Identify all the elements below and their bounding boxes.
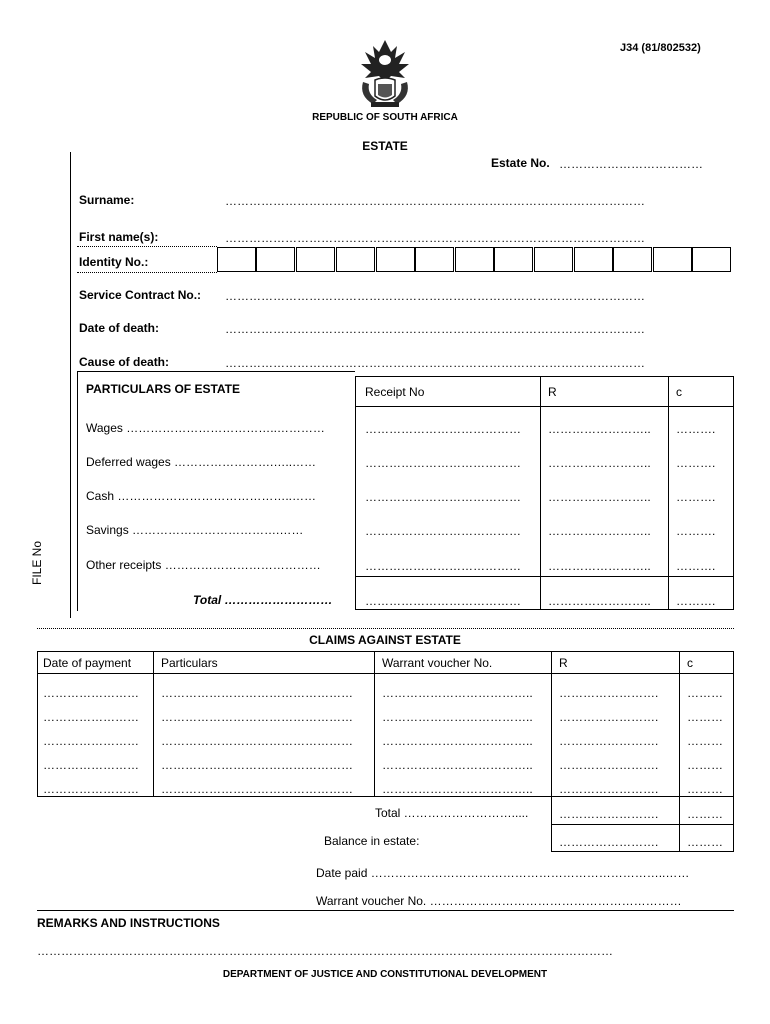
- other-receipts-rand[interactable]: ……………………..: [548, 559, 651, 573]
- deferred-wages-rand[interactable]: ……………………..: [548, 456, 651, 470]
- deferred-wages-cents[interactable]: ……….: [676, 456, 716, 470]
- wages-rand[interactable]: ……………………..: [548, 422, 651, 436]
- claims-header-rule: [37, 673, 734, 674]
- remarks-heading: REMARKS AND INSTRUCTIONS: [37, 916, 220, 930]
- cash-label: Cash ……………………………………..……: [86, 489, 317, 503]
- surname-label: Surname:: [79, 193, 135, 207]
- date-of-death-field[interactable]: ……………………………………………………………………………………………: [225, 322, 645, 336]
- id-digit-box[interactable]: [574, 247, 613, 272]
- claims-heading: CLAIMS AGAINST ESTATE: [309, 633, 461, 647]
- id-digit-box[interactable]: [613, 247, 652, 272]
- left-margin-rule: [70, 152, 71, 618]
- total-cents[interactable]: ……….: [676, 594, 716, 608]
- other-receipts-cents[interactable]: ……….: [676, 559, 716, 573]
- col-warrant-voucher: Warrant voucher No.: [382, 656, 493, 670]
- wages-cents[interactable]: ……….: [676, 422, 716, 436]
- identity-label: Identity No.:: [79, 255, 149, 269]
- claims-col-divider: [374, 651, 375, 797]
- wages-label: Wages ………………………………..…………: [86, 421, 325, 435]
- cash-rand[interactable]: ……………………..: [548, 490, 651, 504]
- col-particulars: Particulars: [161, 656, 218, 670]
- balance-label: Balance in estate:: [324, 834, 420, 848]
- identity-row-top-border: [77, 246, 217, 247]
- balance-cents[interactable]: ………: [687, 835, 723, 849]
- other-receipts-label: Other receipts …………………………………: [86, 558, 321, 572]
- file-no-label: FILE No: [30, 540, 44, 585]
- col-c: c: [676, 385, 682, 399]
- id-digit-box[interactable]: [494, 247, 533, 272]
- id-digit-box[interactable]: [376, 247, 415, 272]
- claim-voucher[interactable]: ………………………………..: [382, 734, 533, 748]
- estate-no-field[interactable]: ………………………………: [559, 157, 703, 171]
- identity-row-bottom-border: [77, 272, 217, 273]
- claim-particulars[interactable]: …………………………………………: [161, 782, 353, 796]
- cash-receipt[interactable]: …………………………………: [365, 490, 521, 504]
- claims-total-rand[interactable]: …………………….: [559, 807, 659, 821]
- claims-col-divider: [551, 651, 552, 851]
- receipt-header-rule: [355, 406, 734, 407]
- particulars-total-label: Total ………………………: [193, 593, 333, 607]
- col-claims-r: R: [559, 656, 568, 670]
- balance-top-rule: [551, 824, 734, 825]
- cause-of-death-field[interactable]: ……………………………………………………………………………………………: [225, 356, 645, 370]
- claim-voucher[interactable]: ………………………………..: [382, 686, 533, 700]
- claims-col-divider: [679, 651, 680, 851]
- claim-rand[interactable]: …………………….: [559, 710, 659, 724]
- claim-voucher[interactable]: ………………………………..: [382, 710, 533, 724]
- estate-no-label: Estate No.: [491, 156, 550, 170]
- cause-of-death-label: Cause of death:: [79, 355, 170, 369]
- first-names-field[interactable]: ……………………………………………………………………………………………: [225, 231, 645, 245]
- col-date-of-payment: Date of payment: [43, 656, 132, 670]
- id-digit-box[interactable]: [455, 247, 494, 272]
- particulars-top-rule: [77, 371, 355, 372]
- claim-voucher[interactable]: ………………………………..: [382, 782, 533, 796]
- first-names-label: First name(s):: [79, 230, 159, 244]
- claim-rand[interactable]: …………………….: [559, 686, 659, 700]
- service-contract-field[interactable]: ……………………………………………………………………………………………: [225, 289, 645, 303]
- total-rand[interactable]: ……………………..: [548, 594, 651, 608]
- col-claims-c: c: [687, 656, 693, 670]
- id-digit-box[interactable]: [256, 247, 295, 272]
- claim-date[interactable]: ……………………: [43, 758, 139, 772]
- claim-date[interactable]: ……………………: [43, 782, 139, 796]
- claim-cents[interactable]: ………: [687, 686, 723, 700]
- date-of-death-label: Date of death:: [79, 321, 160, 335]
- balance-rand[interactable]: …………………….: [559, 835, 659, 849]
- claim-rand[interactable]: …………………….: [559, 782, 659, 796]
- claim-rand[interactable]: …………………….: [559, 734, 659, 748]
- claim-particulars[interactable]: …………………………………………: [161, 710, 353, 724]
- claims-total-cents[interactable]: ………: [687, 807, 723, 821]
- service-contract-label: Service Contract No.:: [79, 288, 202, 302]
- claim-date[interactable]: ……………………: [43, 734, 139, 748]
- claim-cents[interactable]: ………: [687, 710, 723, 724]
- claim-cents[interactable]: ………: [687, 734, 723, 748]
- id-digit-box[interactable]: [415, 247, 454, 272]
- form-code: J34 (81/802532): [620, 42, 701, 54]
- claim-cents[interactable]: ………: [687, 782, 723, 796]
- warrant-voucher-field[interactable]: Warrant voucher No. ………………………………………………………: [316, 894, 682, 908]
- surname-field[interactable]: ……………………………………………………………………………………………: [225, 194, 645, 208]
- savings-receipt[interactable]: …………………………………: [365, 524, 521, 538]
- deferred-wages-label: Deferred wages …………………….…..……: [86, 455, 317, 469]
- claim-particulars[interactable]: …………………………………………: [161, 686, 353, 700]
- claim-date[interactable]: ……………………: [43, 686, 139, 700]
- receipt-col-divider: [668, 376, 669, 610]
- id-digit-box[interactable]: [336, 247, 375, 272]
- remarks-top-rule: [37, 910, 734, 911]
- section-separator: [37, 628, 734, 629]
- claims-total-label: Total ……………………….....: [375, 806, 529, 820]
- claims-col-divider: [153, 651, 154, 797]
- balance-bottom-rule: [551, 851, 734, 852]
- coat-of-arms-emblem: [355, 38, 415, 110]
- id-digit-box[interactable]: [534, 247, 573, 272]
- deferred-wages-receipt[interactable]: …………………………………: [365, 456, 521, 470]
- date-paid-field[interactable]: Date paid ………………………………………………………………..……: [316, 866, 690, 880]
- cash-cents[interactable]: ……….: [676, 490, 716, 504]
- particulars-left-rule: [77, 371, 78, 611]
- id-digit-box[interactable]: [217, 247, 256, 272]
- id-digit-box[interactable]: [653, 247, 692, 272]
- wages-receipt[interactable]: …………………………………: [365, 422, 521, 436]
- id-digit-box[interactable]: [692, 247, 731, 272]
- claim-particulars[interactable]: …………………………………………: [161, 758, 353, 772]
- receipt-col-divider: [540, 376, 541, 610]
- page-title: ESTATE: [362, 139, 408, 153]
- claims-right-border: [733, 651, 734, 851]
- savings-label: Savings ……………………………….……: [86, 523, 304, 537]
- total-receipt[interactable]: …………………………………: [365, 594, 521, 608]
- claim-cents[interactable]: ………: [687, 758, 723, 772]
- claim-rand[interactable]: …………………….: [559, 758, 659, 772]
- total-rule: [355, 576, 734, 577]
- claim-particulars[interactable]: …………………………………………: [161, 734, 353, 748]
- col-r: R: [548, 385, 557, 399]
- other-receipts-receipt[interactable]: …………………………………: [365, 559, 521, 573]
- id-digit-box[interactable]: [296, 247, 335, 272]
- savings-cents[interactable]: ……….: [676, 524, 716, 538]
- claim-date[interactable]: ……………………: [43, 710, 139, 724]
- col-receipt-no: Receipt No: [365, 385, 425, 399]
- remarks-field[interactable]: ………………………………………………………………………………………………………………………………: [37, 944, 613, 958]
- footer-department: DEPARTMENT OF JUSTICE AND CONSTITUTIONAL DEVELOPMENT: [222, 969, 548, 980]
- particulars-heading: PARTICULARS OF ESTATE: [86, 382, 240, 396]
- savings-rand[interactable]: ……………………..: [548, 524, 651, 538]
- republic-label: REPUBLIC OF SOUTH AFRICA: [312, 112, 458, 123]
- claim-voucher[interactable]: ………………………………..: [382, 758, 533, 772]
